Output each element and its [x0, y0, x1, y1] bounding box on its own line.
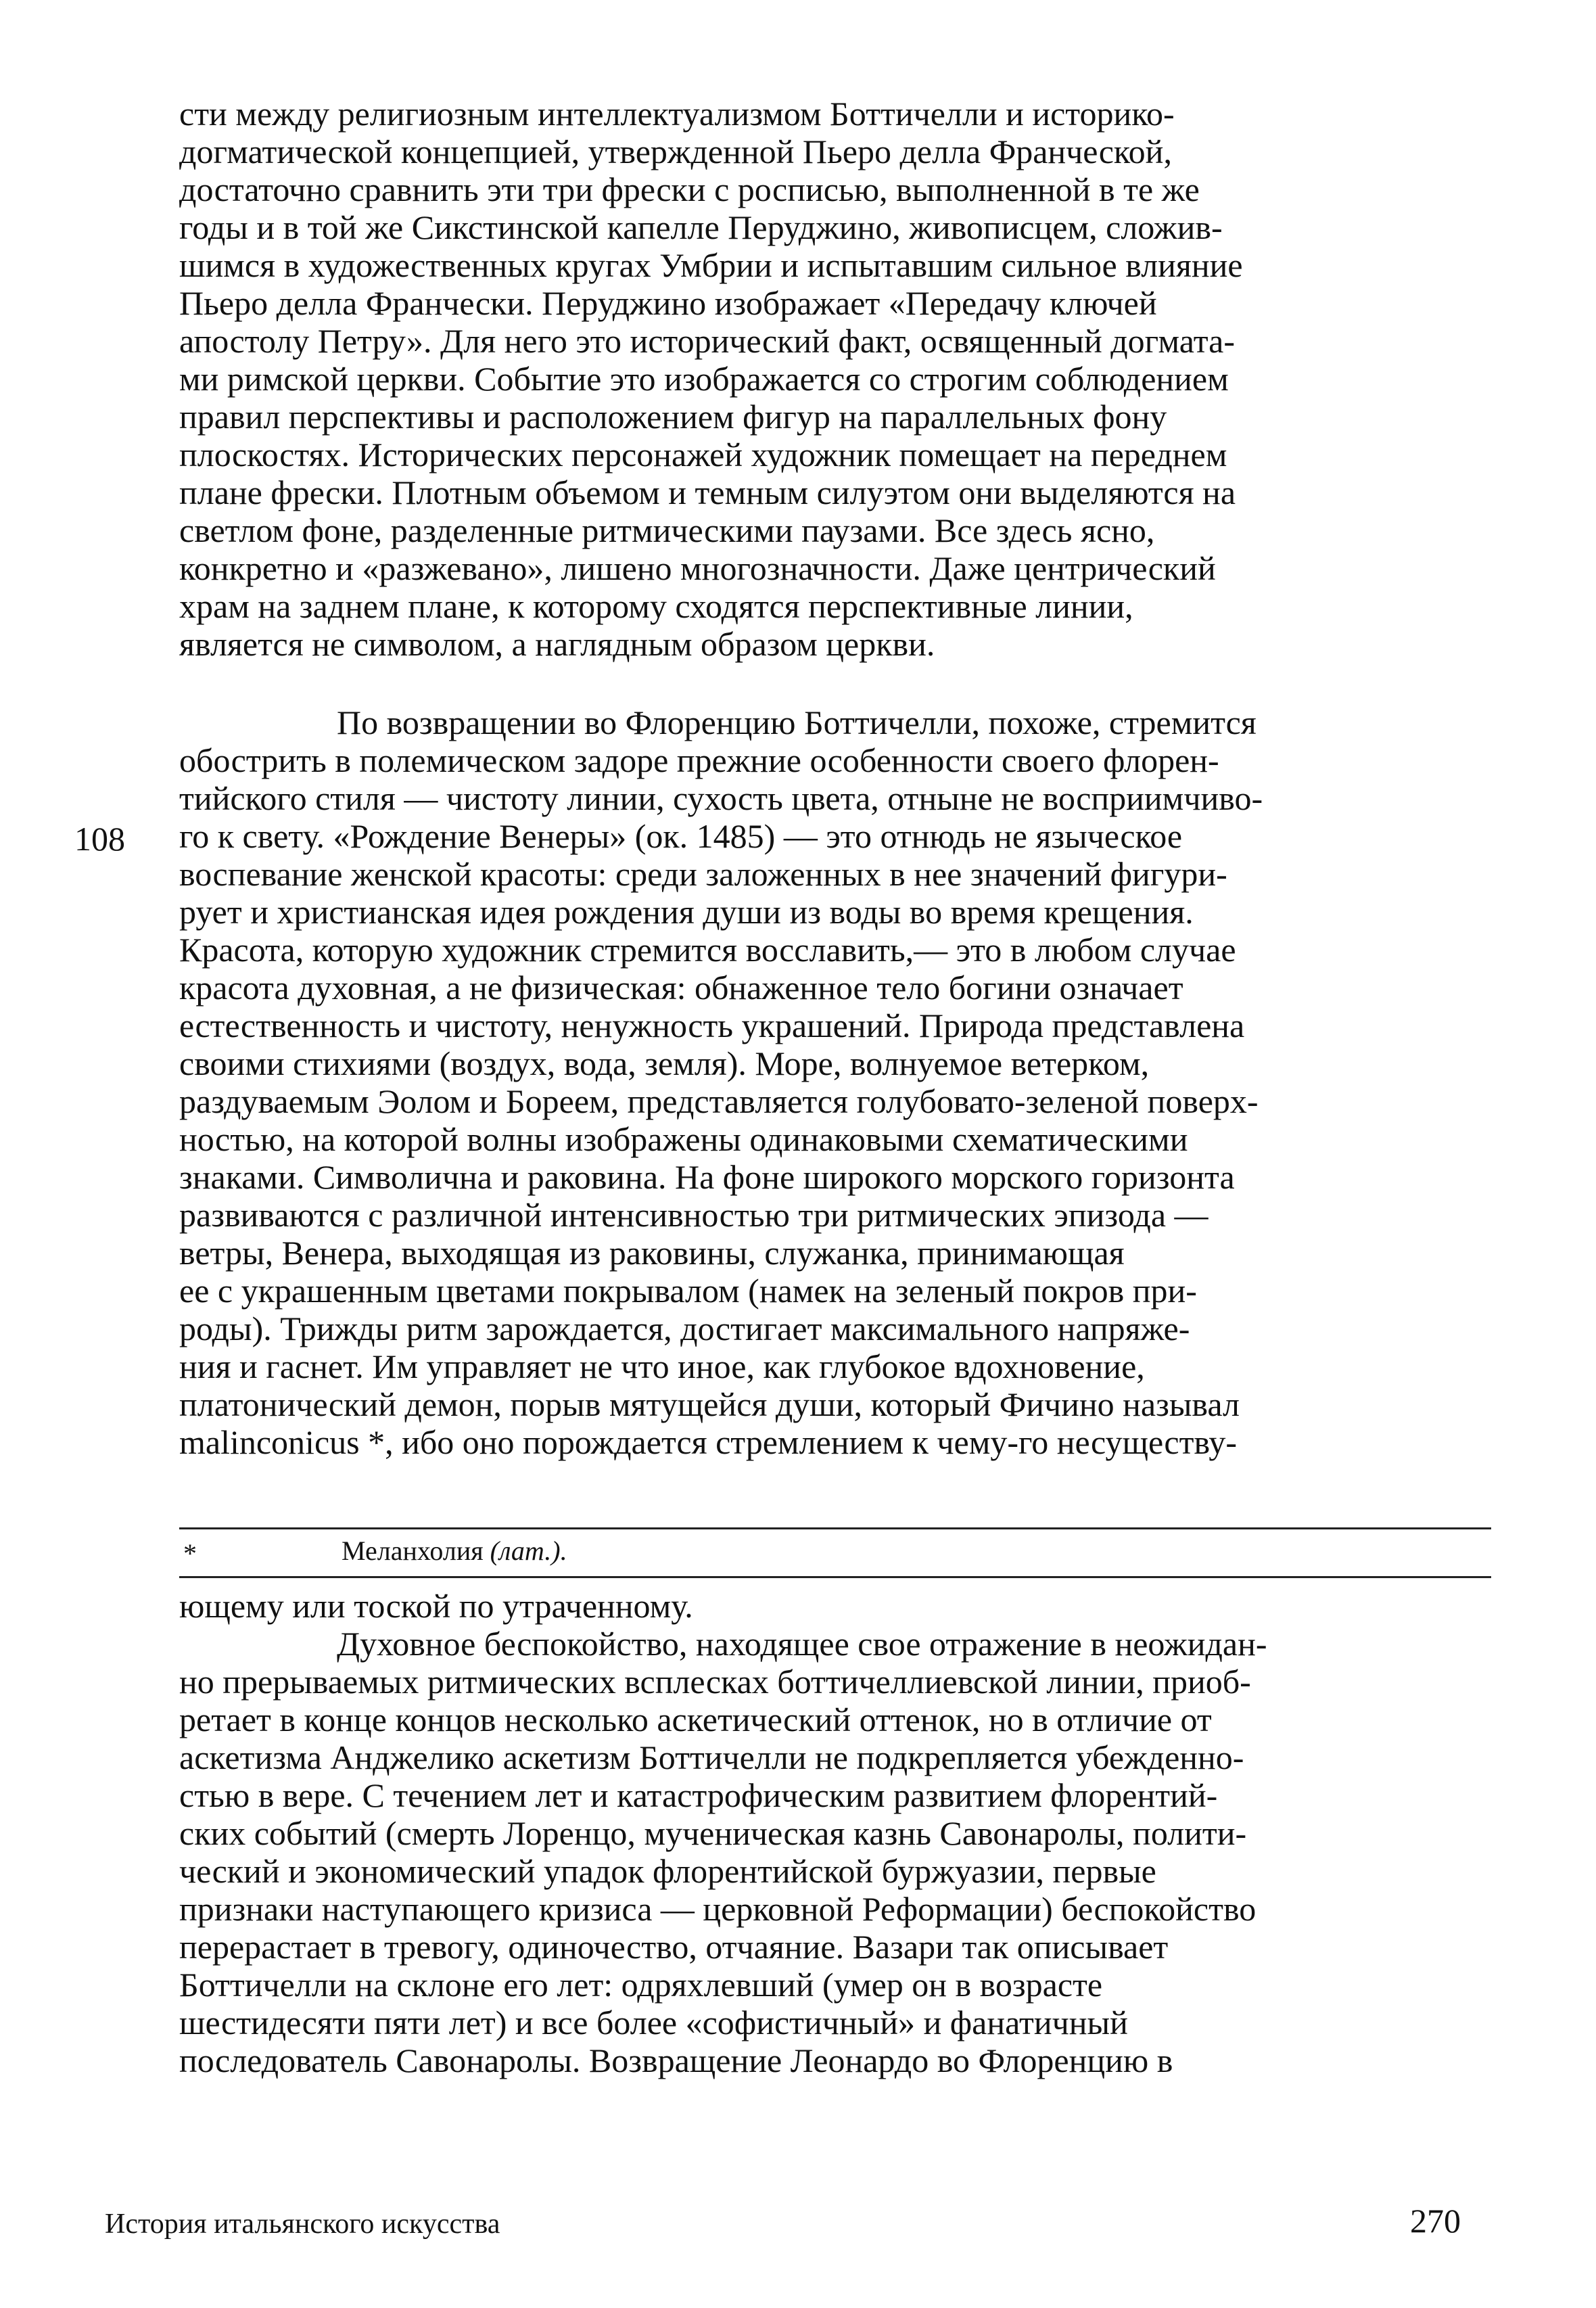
text-line: признаки наступающего кризиса — церковной Реформации) беспокойство [179, 1890, 1257, 1928]
text-line: своими стихиями (воздух, вода, земля). Море, волнуемое ветерком, [179, 1044, 1150, 1082]
text-line: ретает в конце концов несколько аскетический оттенок, но в отличие от [179, 1701, 1212, 1738]
text-line: сти между религиозным интеллектуализмом Боттичелли и историко- [179, 95, 1175, 133]
text-line: Боттичелли на склоне его лет: одряхлевший (умер он в возрасте [179, 1966, 1103, 2004]
text-line: тийского стиля — чистоту линии, сухость цвета, отныне не восприимчиво- [179, 779, 1263, 817]
footnote-rule-top [179, 1527, 1491, 1529]
footnote-text [342, 1532, 567, 1570]
text-line: правил перспективы и расположением фигур на параллельных фону [179, 398, 1167, 436]
text-line: ских событий (смерть Лоренцо, мученическая казнь Савонаролы, полити- [179, 1814, 1247, 1852]
text-line: но прерываемых ритмических всплесках боттичеллиевской линии, приоб- [179, 1663, 1251, 1701]
text-line: malinconicus *, ибо оно порождается стремлением к чему-го несуществу- [179, 1423, 1238, 1461]
text-line: шестидесяти пяти лет) и все более «софистичный» и фанатичный [179, 2004, 1128, 2041]
text-line: По возвращении во Флоренцию Боттичелли, похоже, стремится [337, 703, 1257, 741]
text-line: перерастает в тревогу, одиночество, отчаяние. Вазари так описывает [179, 1928, 1169, 1966]
text-line: шимся в художественных кругах Умбрии и испытавшим сильное влияние [179, 246, 1243, 284]
running-title: История итальянского искусства [105, 2209, 500, 2240]
margin-illustration-number: 108 [74, 820, 125, 858]
text-line: го к свету. «Рождение Венеры» (ок. 1485) — это отнюдь не языческое [179, 817, 1183, 855]
text-line: храм на заднем плане, к которому сходятся перспективные линии, [179, 587, 1133, 625]
text-line: стью в вере. С течением лет и катастрофическим развитием флорентий- [179, 1776, 1218, 1814]
text-line: аскетизма Анджелико аскетизм Боттичелли не подкрепляется убежденно- [179, 1738, 1244, 1776]
text-line: годы и в той же Сикстинской капелле Перуджино, живописцем, сложив- [179, 208, 1223, 246]
text-line: конкретно и «разжевано», лишено многозначности. Даже центрический [179, 549, 1216, 587]
text-line: плоскостях. Исторических персонажей художник помещает на переднем [179, 436, 1227, 474]
paragraph-3 [179, 1587, 1491, 2079]
paragraph-1 [179, 95, 1491, 663]
footnote-rule-bottom [179, 1576, 1491, 1578]
text-line: ческий и экономический упадок флорентийской буржуазии, первые [179, 1852, 1156, 1890]
text-line: Пьеро делла Франчески. Перуджино изображает «Передачу ключей [179, 284, 1157, 322]
text-line: достаточно сравнить эти три фрески с росписью, выполненной в те же [179, 170, 1200, 208]
text-line: платонический демон, порыв мятущейся души, который Фичино называл [179, 1385, 1240, 1423]
text-line: светлом фоне, разделенные ритмическими паузами. Все здесь ясно, [179, 511, 1155, 549]
text-line: Духовное беспокойство, находящее свое отражение в неожидан- [337, 1625, 1267, 1663]
text-line: роды). Трижды ритм зарождается, достигает максимального напряже- [179, 1310, 1190, 1347]
footnote-mark: * [183, 1538, 197, 1569]
text-line: Красота, которую художник стремится восславить,— это в любом случае [179, 931, 1236, 969]
footnote-language: (лат.). [490, 1536, 567, 1566]
text-line: развиваются с различной интенсивностью три ритмических эпизода — [179, 1196, 1208, 1234]
text-line: ния и гаснет. Им управляет не что иное, как глубокое вдохновение, [179, 1347, 1145, 1385]
text-line: знаками. Символична и раковина. На фоне широкого морского горизонта [179, 1158, 1235, 1196]
text-line: является не символом, а наглядным образом церкви. [179, 625, 935, 663]
text-line: ветры, Венера, выходящая из раковины, служанка, принимающая [179, 1234, 1125, 1272]
text-line: обострить в полемическом задоре прежние особенности своего флорен- [179, 741, 1219, 779]
text-line: ющему или тоской по утраченному. [179, 1587, 693, 1625]
text-line: апостолу Петру». Для него это исторический факт, освященный догмата- [179, 322, 1236, 360]
paragraph-2 [179, 703, 1491, 1461]
text-line: догматической концепцией, утвержденной Пьеро делла Франческой, [179, 133, 1172, 170]
footnote-term: Меланхолия [342, 1536, 484, 1566]
text-line: естественность и чистоту, ненужность украшений. Природа представлена [179, 1007, 1245, 1044]
text-line: красота духовная, а не физическая: обнаженное тело богини означает [179, 969, 1183, 1007]
text-line: воспевание женской красоты: среди заложенных в нее значений фигури- [179, 855, 1227, 893]
page-number: 270 [1410, 2202, 1461, 2240]
text-line: плане фрески. Плотным объемом и темным силуэтом они выделяются на [179, 474, 1236, 511]
footnote [179, 1532, 1491, 1570]
text-line: последователь Савонаролы. Возвращение Леонардо во Флоренцию в [179, 2041, 1173, 2079]
text-line: ми римской церкви. Событие это изображается со строгим соблюдением [179, 360, 1229, 398]
text-line: ностью, на которой волны изображены одинаковыми схематическими [179, 1120, 1188, 1158]
text-line: рует и христианская идея рождения души из воды во время крещения. [179, 893, 1194, 931]
text-line: ее с украшенным цветами покрывалом (намек на зеленый покров при- [179, 1272, 1197, 1310]
text-line: раздуваемым Эолом и Бореем, представляется голубовато-зеленой поверх- [179, 1082, 1259, 1120]
